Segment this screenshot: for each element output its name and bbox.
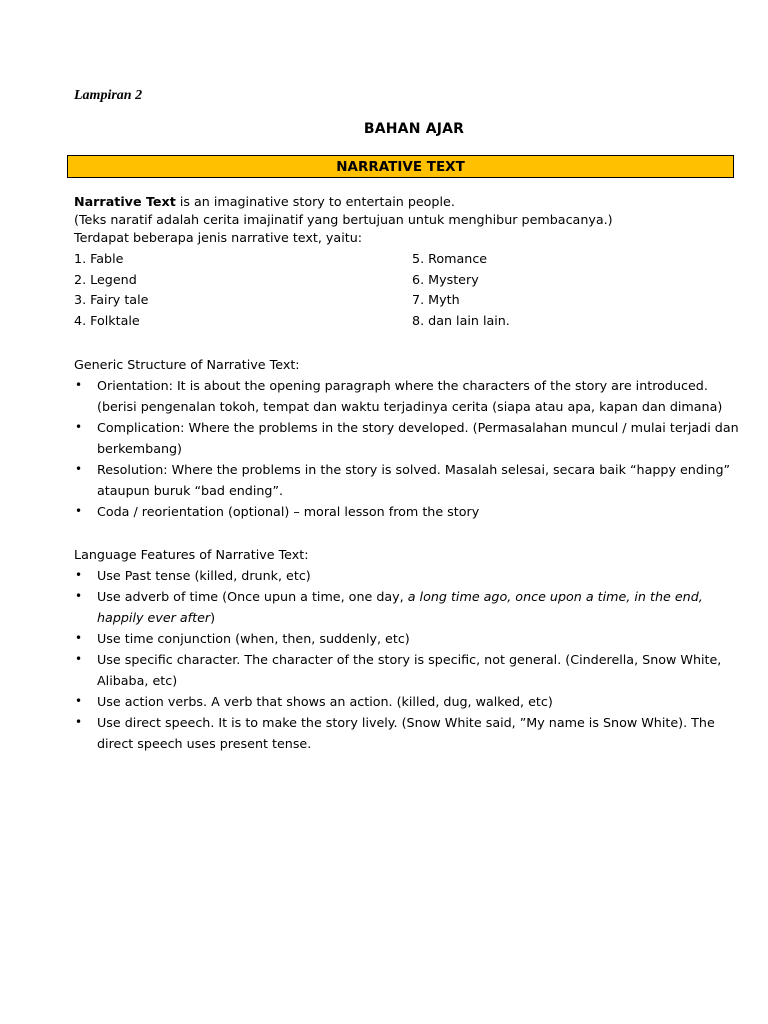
feature-text: Use specific character. The character of the story is specific, not general. (Cinderella, Snow White, Alibaba, etc) [97,651,722,688]
structure-term: Orientation: [97,377,173,393]
feature-item [74,628,750,649]
banner-label: NARRATIVE TEXT [336,158,465,175]
spacer [74,522,750,544]
features-list [74,565,750,754]
structure-text: Where the problems in the story is solved. Masalah selesai, secara baik “happy ending” ataupun buruk “bad ending”. [97,461,731,498]
structure-heading: Generic Structure of Narrative Text: [74,356,300,372]
feature-text: Use time conjunction (when, then, suddenly, etc) [97,630,410,646]
type-item: 4. Folktale [74,313,140,329]
bullet-icon: • [75,503,83,518]
structure-text: Coda / reorientation (optional) – moral lesson from the story [97,503,480,519]
feature-item [74,586,750,628]
feature-text: Use action verbs. A verb that shows an action. (killed, dug, walked, etc) [97,693,553,709]
document-body [74,193,750,754]
types-intro: Terdapat beberapa jenis narrative text, yaitu: [74,230,363,245]
definition-line [74,193,750,211]
bullet-icon: • [75,461,83,476]
feature-item [74,565,750,586]
structure-text: It is about the opening paragraph where the characters of the story are introduced. (berisi pengenalan tokoh, tempat dan waktu terjadinya cerita (siapa atau apa, kapan dan dimana) [97,377,723,414]
structure-item [74,375,750,417]
feature-item [74,712,750,754]
bullet-icon: • [75,714,83,729]
type-item: 8. dan lain lain. [412,313,510,329]
appendix-label: Lampiran 2 [74,88,143,103]
translation-line: (Teks naratif adalah cerita imajinatif yang bertujuan untuk menghibur pembacanya.) [74,212,613,227]
bullet-icon: • [75,588,83,603]
bullet-icon: • [75,651,83,666]
feature-item [74,649,750,691]
page-title: BAHAN AJAR [363,121,465,137]
structure-item [74,501,750,522]
bullet-icon: • [75,377,83,392]
type-item: 6. Mystery [412,271,479,287]
structure-term: Resolution: [97,461,168,477]
type-item: 2. Legend [74,271,137,287]
bullet-icon: • [75,567,83,582]
types-column-left [74,249,412,332]
bullet-icon: • [75,419,83,434]
feature-item [74,691,750,712]
feature-text: Use adverb of time (Once upun a time, one day, [97,588,408,604]
feature-italic-text: a long time ago, once upon a time, in the end, happily ever after [97,588,703,625]
bullet-icon: • [75,630,83,645]
type-item: 5. Romance [412,251,488,266]
definition-term: Narrative Text [74,194,176,209]
type-item: 7. Myth [412,292,460,308]
features-heading: Language Features of Narrative Text: [74,546,309,562]
type-item: 1. Fable [74,251,124,266]
types-column-right [412,249,750,332]
section-banner [67,155,734,178]
structure-item [74,417,750,459]
type-item: 3. Fairy tale [74,292,149,308]
structure-list [74,375,750,522]
structure-text: Where the problems in the story developed. (Permasalahan muncul / mulai terjadi dan berkembang) [97,419,739,456]
types-list [74,249,750,332]
bullet-icon: • [75,693,83,708]
feature-text: Use direct speech. It is to make the story lively. (Snow White said, ”My name is Snow White). The direct speech uses present tense. [97,714,715,751]
definition-text: is an imaginative story to entertain people. [175,194,455,209]
spacer [74,332,750,354]
feature-text: ) [210,609,216,625]
feature-text: Use Past tense (killed, drunk, etc) [97,567,311,583]
structure-term: Complication: [97,419,185,435]
structure-item [74,459,750,501]
